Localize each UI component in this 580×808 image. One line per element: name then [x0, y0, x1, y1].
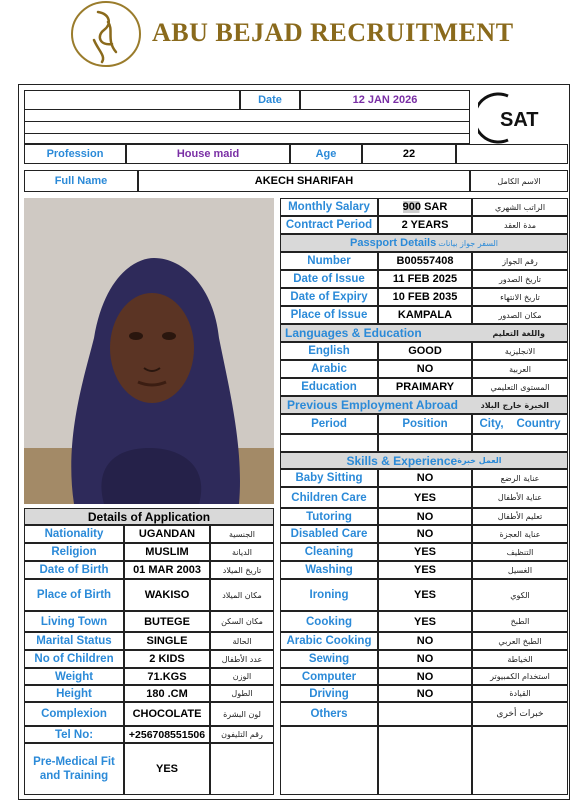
bottom-blank-3 — [472, 726, 568, 795]
nationality-value: UGANDAN — [124, 525, 210, 543]
skill-disabled-care-value: NO — [378, 525, 472, 543]
weight-ar: الوزن — [210, 668, 274, 685]
expiry-date-ar: تاريخ الانتهاء — [472, 288, 568, 306]
monthly-salary-ar: الراتب الشهري — [472, 198, 568, 216]
pre-medical-value: YES — [124, 743, 210, 795]
living-town-ar: مكان السكن — [210, 611, 274, 632]
passport-number-value: B00557408 — [378, 252, 472, 270]
skill-disabled-care-ar: عناية العجزة — [472, 525, 568, 543]
skill-washing-label: Washing — [280, 561, 378, 579]
company-logo — [62, 0, 150, 72]
skill-sewing-value: NO — [378, 650, 472, 668]
contract-period-ar: مدة العقد — [472, 216, 568, 234]
skill-driving-label: Driving — [280, 685, 378, 702]
complexion-label: Complexion — [24, 702, 124, 726]
passport-number-ar: رقم الجواز — [472, 252, 568, 270]
passport-number-label: Number — [280, 252, 378, 270]
complexion-value: CHOCOLATE — [124, 702, 210, 726]
sat-logo — [478, 90, 556, 146]
languages-header-text: Languages & Education — [285, 326, 422, 340]
tel-label: Tel No: — [24, 726, 124, 743]
employment-col-position: Position — [378, 414, 472, 434]
employment-col-city-country — [472, 414, 568, 434]
languages-header-ar: واللغة التعليم — [492, 328, 545, 338]
full-name-value: AKECH SHARIFAH — [138, 170, 470, 192]
header-line-1 — [24, 110, 470, 122]
skills-header-ar: العمل خبرة — [457, 456, 502, 465]
header-line-3 — [24, 134, 470, 144]
skill-washing-value: YES — [378, 561, 472, 579]
skill-washing-ar: الغسيل — [472, 561, 568, 579]
application-header: Details of Application — [24, 508, 274, 525]
english-value: GOOD — [378, 342, 472, 360]
company-name: ABU BEJAD RECRUITMENT — [152, 18, 514, 47]
height-label: Height — [24, 685, 124, 702]
skills-header — [280, 452, 568, 469]
employment-blank-2 — [378, 434, 472, 452]
dob-ar: تاريخ الميلاد — [210, 561, 274, 579]
skill-ironing-ar: الكوي — [472, 579, 568, 611]
bottom-blank-2 — [378, 726, 472, 795]
pob-label: Place of Birth — [24, 579, 124, 611]
issue-date-label: Date of Issue — [280, 270, 378, 288]
marital-status-ar: الحالة — [210, 632, 274, 650]
dob-value: 01 MAR 2003 — [124, 561, 210, 579]
employment-blank-1 — [280, 434, 378, 452]
issue-date-value: 11 FEB 2025 — [378, 270, 472, 288]
contract-period-value: 2 YEARS — [378, 216, 472, 234]
marital-status-label: Marital Status — [24, 632, 124, 650]
skill-sewing-ar: الخياطة — [472, 650, 568, 668]
marital-status-value: SINGLE — [124, 632, 210, 650]
pob-value: WAKISO — [124, 579, 210, 611]
religion-label: Religion — [24, 543, 124, 561]
full-name-arabic: الاسم الكامل — [470, 170, 568, 192]
age-blank — [456, 144, 568, 164]
passport-header-ar: السفر جواز بيانات — [438, 238, 498, 248]
pre-medical-label: Pre-Medical Fit and Training — [24, 743, 124, 795]
skill-others-ar: خبرات أخرى — [472, 702, 568, 726]
children-label: No of Children — [24, 650, 124, 668]
skill-computer-value: NO — [378, 668, 472, 685]
skill-cooking-label: Cooking — [280, 611, 378, 632]
nationality-label: Nationality — [24, 525, 124, 543]
skill-tutoring-ar: تعليم الأطفال — [472, 508, 568, 525]
age-label: Age — [290, 144, 362, 164]
nationality-ar: الجنسية — [210, 525, 274, 543]
contract-period-label: Contract Period — [280, 216, 378, 234]
skill-computer-label: Computer — [280, 668, 378, 685]
date-label: Date — [240, 90, 300, 110]
skill-ironing-value: YES — [378, 579, 472, 611]
education-ar: المستوى التعليمي — [472, 378, 568, 396]
monthly-salary-label: Monthly Salary — [280, 198, 378, 216]
skill-arabic-cooking-label: Arabic Cooking — [280, 632, 378, 650]
skill-others-label: Others — [280, 702, 378, 726]
languages-header — [280, 324, 568, 342]
religion-value: MUSLIM — [124, 543, 210, 561]
place-of-issue-label: Place of Issue — [280, 306, 378, 324]
children-ar: عدد الأطفال — [210, 650, 274, 668]
profession-value: House maid — [126, 144, 290, 164]
expiry-date-value: 10 FEB 2035 — [378, 288, 472, 306]
skill-baby-sitting-label: Baby Sitting — [280, 469, 378, 487]
skill-tutoring-label: Tutoring — [280, 508, 378, 525]
passport-header-text: Passport Details — [350, 237, 437, 249]
passport-header — [280, 234, 568, 252]
skill-children-care-label: Children Care — [280, 487, 378, 508]
employment-header-text: Previous Employment Abroad — [287, 398, 458, 412]
skill-disabled-care-label: Disabled Care — [280, 525, 378, 543]
expiry-date-label: Date of Expiry — [280, 288, 378, 306]
height-value: 180 .CM — [124, 685, 210, 702]
education-value: PRAIMARY — [378, 378, 472, 396]
arabic-value: NO — [378, 360, 472, 378]
skill-cooking-value: YES — [378, 611, 472, 632]
skill-baby-sitting-ar: عناية الرضع — [472, 469, 568, 487]
place-of-issue-value: KAMPALA — [378, 306, 472, 324]
religion-ar: الديانة — [210, 543, 274, 561]
employment-blank-3 — [472, 434, 568, 452]
skill-cleaning-ar: التنظيف — [472, 543, 568, 561]
weight-value: 71.KGS — [124, 668, 210, 685]
skill-arabic-cooking-ar: الطبخ العربي — [472, 632, 568, 650]
candidate-photo — [24, 198, 274, 504]
dob-label: Date of Birth — [24, 561, 124, 579]
skill-computer-ar: استخدام الكمبيوتر — [472, 668, 568, 685]
bottom-blank-1 — [280, 726, 378, 795]
skill-cleaning-label: Cleaning — [280, 543, 378, 561]
english-label: English — [280, 342, 378, 360]
tel-ar: رقم التليفون — [210, 726, 274, 743]
height-ar: الطول — [210, 685, 274, 702]
weight-label: Weight — [24, 668, 124, 685]
skill-children-care-value: YES — [378, 487, 472, 508]
arabic-label: Arabic — [280, 360, 378, 378]
living-town-label: Living Town — [24, 611, 124, 632]
skill-children-care-ar: عناية الأطفال — [472, 487, 568, 508]
skill-sewing-label: Sewing — [280, 650, 378, 668]
header-line-2 — [24, 122, 470, 134]
living-town-value: BUTEGE — [124, 611, 210, 632]
employment-col-city: City, — [479, 418, 504, 430]
pre-medical-blank — [210, 743, 274, 795]
issue-date-ar: تاريخ الصدور — [472, 270, 568, 288]
english-ar: الانجليزية — [472, 342, 568, 360]
date-value: 12 JAN 2026 — [300, 90, 470, 110]
profession-label: Profession — [24, 144, 126, 164]
skill-ironing-label: Ironing — [280, 579, 378, 611]
skill-cooking-ar: الطبخ — [472, 611, 568, 632]
skill-arabic-cooking-value: NO — [378, 632, 472, 650]
skill-driving-ar: القيادة — [472, 685, 568, 702]
svg-text:SAT: SAT — [500, 109, 539, 131]
age-value: 22 — [362, 144, 456, 164]
header-blank-left — [24, 90, 240, 110]
children-value: 2 KIDS — [124, 650, 210, 668]
employment-col-period: Period — [280, 414, 378, 434]
skill-tutoring-value: NO — [378, 508, 472, 525]
skill-cleaning-value: YES — [378, 543, 472, 561]
monthly-salary-text: 900 SAR — [402, 201, 448, 213]
monthly-salary-value — [378, 198, 472, 216]
full-name-label: Full Name — [24, 170, 138, 192]
complexion-ar: لون البشرة — [210, 702, 274, 726]
skill-others-value — [378, 702, 472, 726]
pob-ar: مكان الميلاد — [210, 579, 274, 611]
arabic-ar: العربية — [472, 360, 568, 378]
education-label: Education — [280, 378, 378, 396]
skill-baby-sitting-value: NO — [378, 469, 472, 487]
tel-value: +256708551506 — [124, 726, 210, 743]
employment-header — [280, 396, 568, 414]
skills-header-text: Skills & Experience — [346, 453, 458, 468]
place-of-issue-ar: مكان الصدور — [472, 306, 568, 324]
employment-col-country: Country — [516, 418, 561, 430]
skill-driving-value: NO — [378, 685, 472, 702]
employment-header-ar: الخبرة خارج البلاد — [480, 400, 549, 410]
